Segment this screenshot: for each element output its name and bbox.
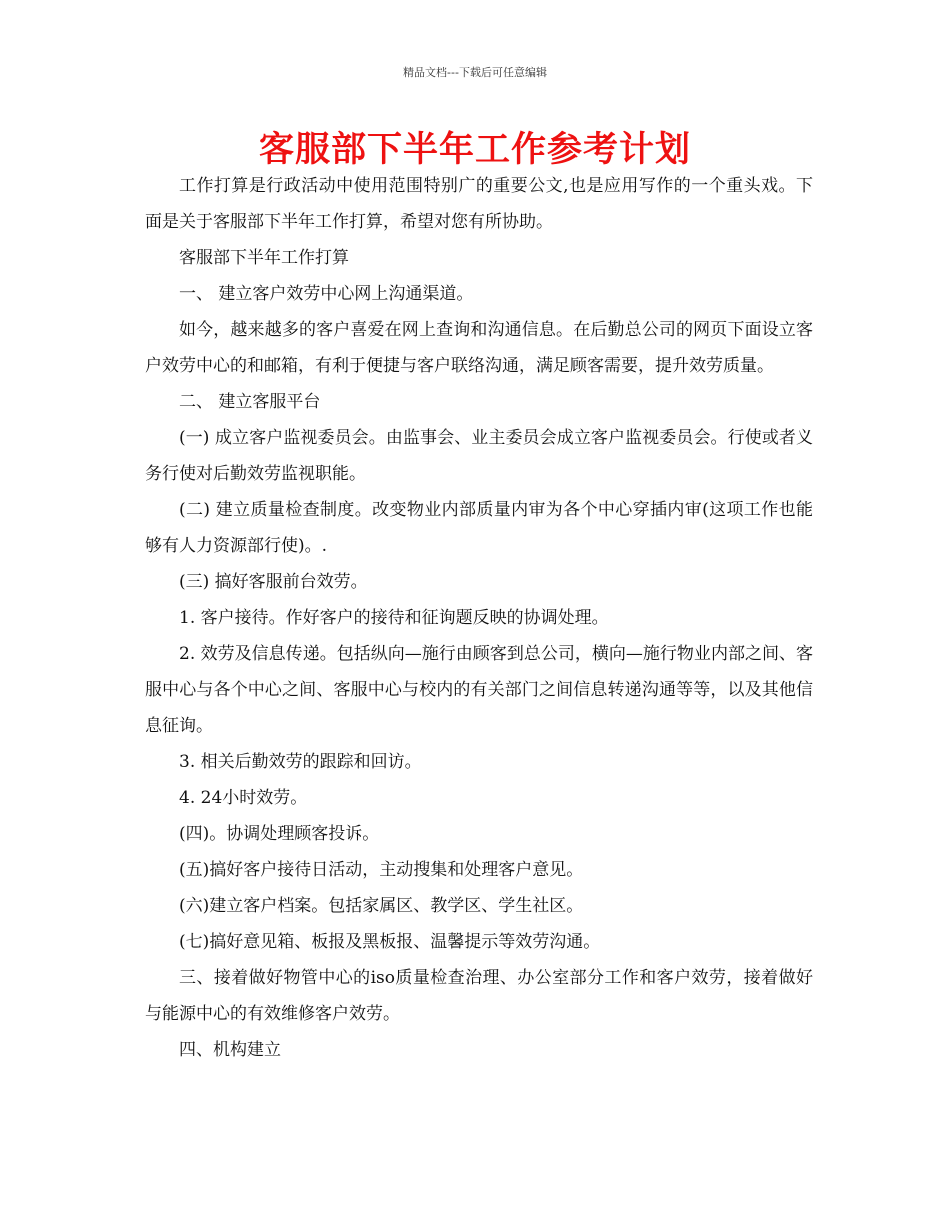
paragraph: 2. 效劳及信息传递。包括纵向—施行由顾客到总公司，横向—施行物业内部之间、客服中心与各个中心之间、客服中心与校内的有关部门之间信息转递沟通等等，以及其他信息征询。 [145, 644, 813, 736]
paragraph: (一) 成立客户监视委员会。由监事会、业主委员会成立客户监视委员会。行使或者义务行使对后勤效劳监视职能。 [145, 428, 813, 484]
paragraph: (五)搞好客户接待日活动，主动搜集和处理客户意见。 [179, 860, 584, 880]
paragraph: (六)建立客户档案。包括家属区、教学区、学生社区。 [179, 896, 584, 916]
paragraph: 工作打算是行政活动中使用范围特别广的重要公文,也是应用写作的一个重头戏。下面是关于客服部下半年工作打算，希望对您有所协助。 [145, 176, 813, 232]
paragraph: 1. 客户接待。作好客户的接待和征询题反映的协调处理。 [179, 608, 609, 628]
document-title: 客服部下半年工作参考计划 [258, 130, 691, 170]
paragraph: 三、接着做好物管中心的iso质量检查治理、办公室部分工作和客户效劳，接着做好与能源中心的有效维修客户效劳。 [145, 968, 813, 1024]
paragraph: (三) 搞好客服前台效劳。 [179, 572, 368, 592]
paragraph: 二、 建立客服平台 [179, 392, 321, 412]
paragraph: (七)搞好意见箱、板报及黑板报、温馨提示等效劳沟通。 [179, 932, 601, 952]
paragraph: 如今，越来越多的客户喜爱在网上查询和沟通信息。在后勤总公司的网页下面设立客户效劳中心的和邮箱，有利于便捷与客户联络沟通，满足顾客需要，提升效劳质量。 [145, 320, 813, 376]
paragraph: 四、机构建立 [179, 1040, 281, 1060]
paragraph: (二) 建立质量检查制度。改变物业内部质量内审为各个中心穿插内审(这项工作也能够有人力资源部行使)。. [145, 500, 813, 556]
document-body [145, 168, 813, 1068]
header-note: 精品文档---下载后可任意编辑 [403, 66, 547, 79]
paragraph: 一、 建立客户效劳中心网上沟通渠道。 [179, 284, 474, 304]
paragraph: 3. 相关后勤效劳的跟踪和回访。 [179, 752, 422, 772]
paragraph: (四)。协调处理顾客投诉。 [179, 824, 380, 844]
paragraph: 4. 24小时效劳。 [179, 788, 308, 808]
paragraph: 客服部下半年工作打算 [179, 248, 349, 268]
